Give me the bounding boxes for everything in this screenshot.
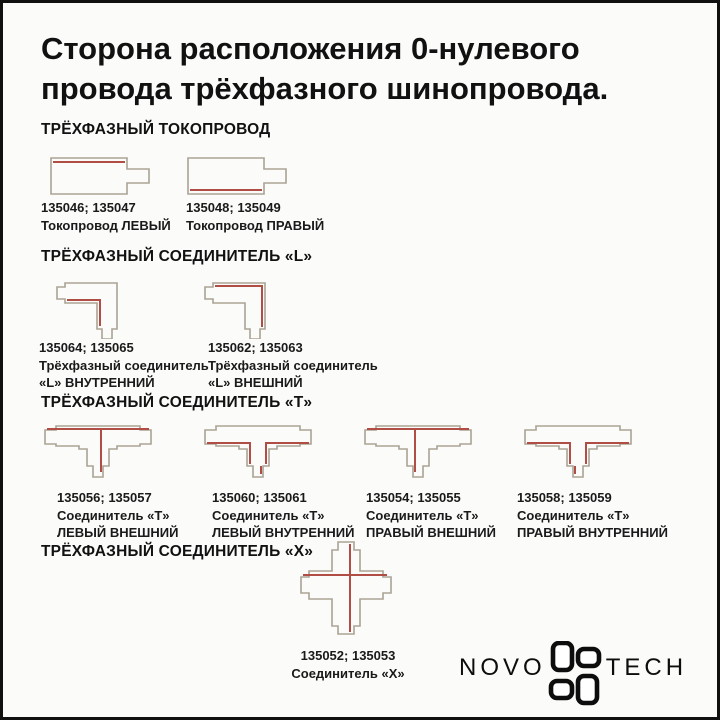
section-header-connector-t: ТРЁХФАЗНЫЙ СОЕДИНИТЕЛЬ «Т» <box>41 394 313 411</box>
connector-t-left-outer-diagram <box>43 420 153 480</box>
product-name: Соединитель «Т» <box>366 507 479 523</box>
connector-x-diagram <box>299 540 399 636</box>
page-title <box>41 29 608 109</box>
connector-t-right-inner-diagram <box>523 420 633 480</box>
track-right-diagram <box>186 156 296 196</box>
product-type: ПРАВЫЙ ВНУТРЕННИЙ <box>517 525 668 540</box>
track-right-label <box>186 199 324 234</box>
connector-l-outer-diagram <box>203 273 267 339</box>
connector-l-outer-label <box>208 339 378 392</box>
page-title-line1: Сторона расположения 0-нулевого <box>41 31 580 66</box>
connector-t-left-inner-label <box>212 489 354 542</box>
track-left-label <box>41 199 171 234</box>
product-codes: 135060; 135061 <box>212 490 307 505</box>
product-type: «L» ВНУТРЕННИЙ <box>39 375 155 390</box>
product-name: Трёхфазный соединитель <box>39 357 209 373</box>
product-name: Трёхфазный соединитель <box>208 357 378 373</box>
product-codes: 135064; 135065 <box>39 340 134 355</box>
connector-l-inner-diagram <box>55 273 119 339</box>
connector-t-right-outer-label <box>366 489 496 542</box>
product-name: Соединитель «Т» <box>517 507 630 523</box>
section-header-connector-l: ТРЁХФАЗНЫЙ СОЕДИНИТЕЛЬ «L» <box>41 248 313 265</box>
page-title-line2: провода трёхфазного шинопровода. <box>41 71 609 106</box>
logo-text-tech: TECH <box>605 654 688 681</box>
product-name: Соединитель «Х» <box>291 665 405 681</box>
product-name: Токопровод ЛЕВЫЙ <box>41 217 171 233</box>
novotech-logo <box>459 640 687 710</box>
novotech-flower-icon <box>548 641 604 709</box>
section-header-tokoprovod: ТРЁХФАЗНЫЙ ТОКОПРОВОД <box>41 121 271 138</box>
product-codes: 135046; 135047 <box>41 200 136 215</box>
product-codes: 135048; 135049 <box>186 200 281 215</box>
product-codes: 135052; 135053 <box>300 648 396 663</box>
product-codes: 135062; 135063 <box>208 340 303 355</box>
product-codes: 135058; 135059 <box>517 490 612 505</box>
connector-t-right-inner-label <box>517 489 668 542</box>
product-codes: 135054; 135055 <box>366 490 461 505</box>
product-type: «L» ВНЕШНИЙ <box>208 375 303 390</box>
connector-l-inner-label <box>39 339 209 392</box>
connector-x-label <box>253 647 443 682</box>
product-name: Токопровод ПРАВЫЙ <box>186 217 325 233</box>
connector-t-left-inner-diagram <box>203 420 313 480</box>
logo-text-novo: NOVO <box>459 654 546 681</box>
product-type: ЛЕВЫЙ ВНУТРЕННИЙ <box>212 525 355 540</box>
product-codes: 135056; 135057 <box>57 490 152 505</box>
product-type: ЛЕВЫЙ ВНЕШНИЙ <box>57 525 179 540</box>
product-name: Соединитель «Т» <box>57 507 170 523</box>
section-header-connector-x: ТРЁХФАЗНЫЙ СОЕДИНИТЕЛЬ «Х» <box>41 543 314 560</box>
connector-t-left-outer-label <box>57 489 178 542</box>
track-left-diagram <box>49 156 159 196</box>
product-name: Соединитель «Т» <box>212 507 325 523</box>
connector-t-right-outer-diagram <box>363 420 473 480</box>
product-type: ПРАВЫЙ ВНЕШНИЙ <box>366 525 496 540</box>
